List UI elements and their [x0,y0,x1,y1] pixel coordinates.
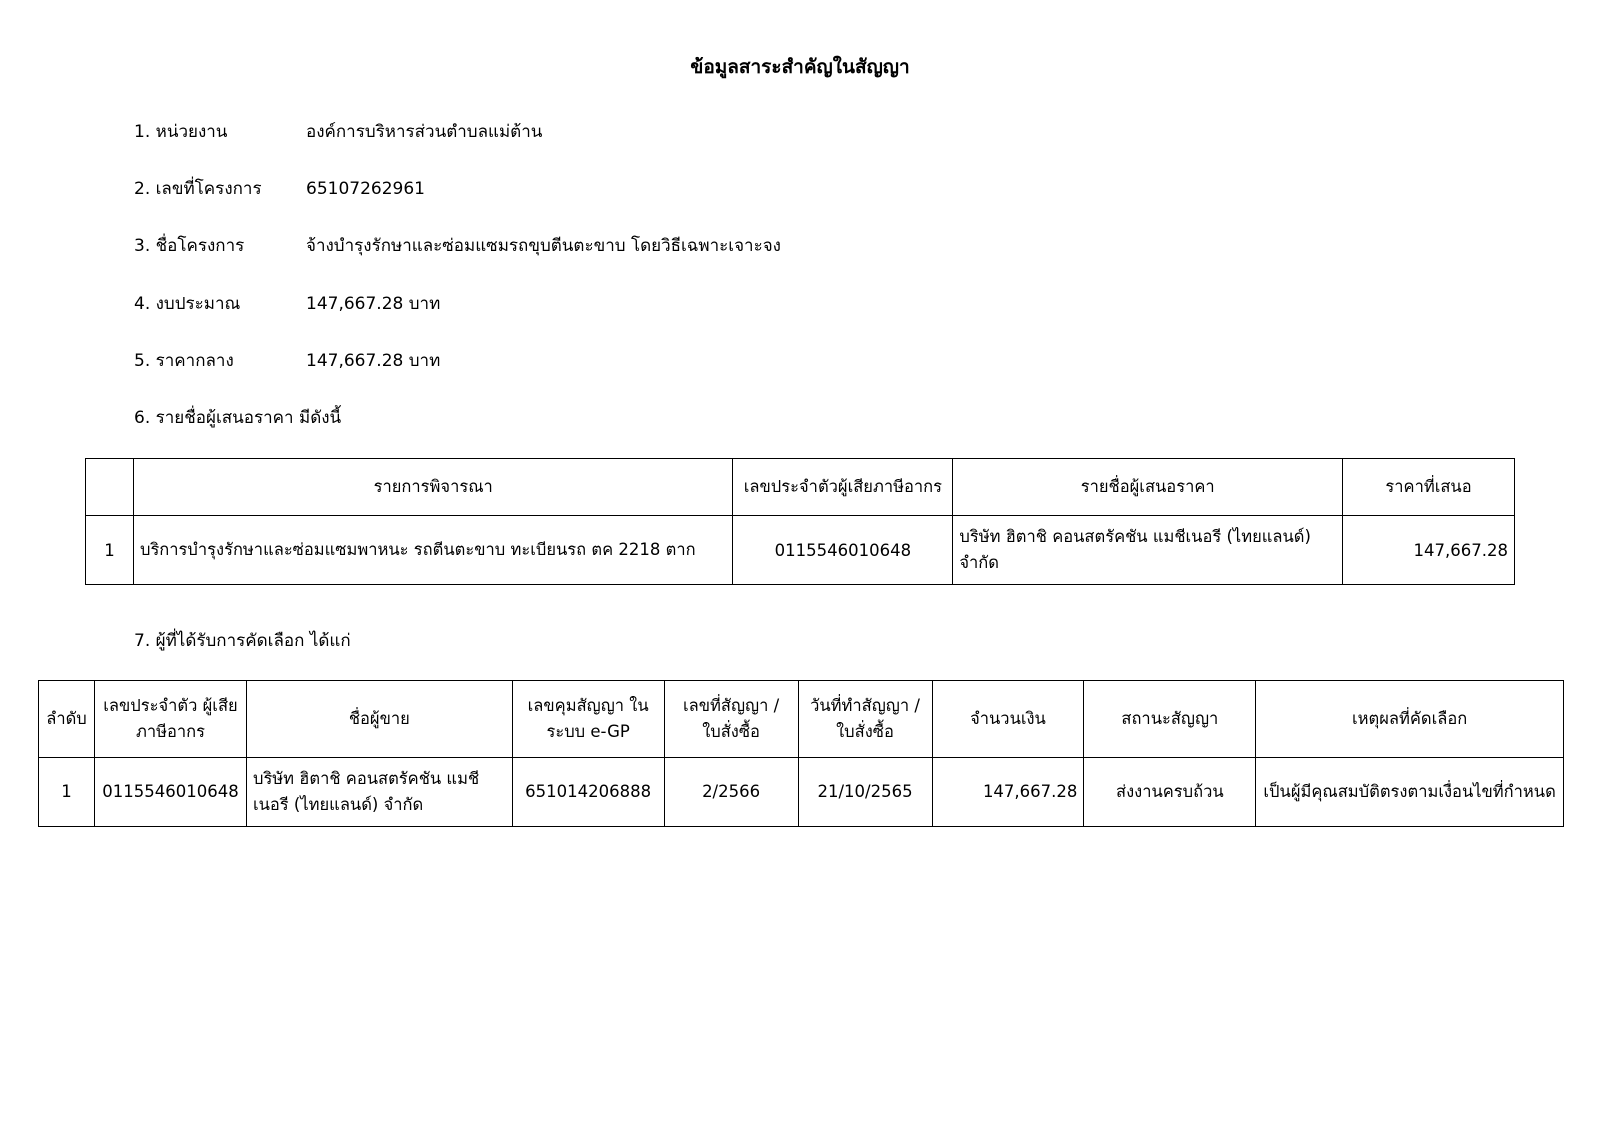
header-cell: ลำดับ [39,681,95,758]
field-label: 3. ชื่อโครงการ [134,236,245,256]
field-label: 2. เลขที่โครงการ [134,179,262,199]
field-label: 1. หน่วยงาน [134,122,228,142]
winners-table [38,680,1564,827]
table-row [86,516,1515,585]
header-cell: ชื่อผู้ขาย [246,681,512,758]
table-header-row [39,681,1564,758]
header-cell: เหตุผลที่คัดเลือก [1256,681,1564,758]
header-cell: เลขประจำตัวผู้เสียภาษีอากร [733,459,953,516]
cell-tax-id: 0115546010648 [733,516,953,585]
cell-bidder-name: บริษัท ฮิตาชิ คอนสตรัคชัน แมชีเนอรี (ไทยแลนด์) จำกัด [953,516,1343,585]
cell-vendor-name: บริษัท ฮิตาชิ คอนสตรัคชัน แมชีเนอรี (ไทยแลนด์) จำกัด [246,758,512,827]
header-cell: เลขคุมสัญญา ในระบบ e-GP [512,681,664,758]
cell-index: 1 [86,516,134,585]
header-cell: ราคาที่เสนอ [1343,459,1515,516]
field-value: 147,667.28 บาท [306,294,441,314]
field-value: องค์การบริหารส่วนตำบลแม่ต้าน [306,122,543,142]
bidders-table [85,458,1515,585]
cell-status: ส่งงานครบถ้วน [1084,758,1256,827]
field-value: 65107262961 [306,179,425,199]
field-label: 4. งบประมาณ [134,294,241,314]
cell-contract-number: 2/2566 [664,758,798,827]
section-6-heading: 6. รายชื่อผู้เสนอราคา มีดังนี้ [134,408,342,428]
cell-contract-date: 21/10/2565 [798,758,932,827]
header-cell: รายการพิจารณา [133,459,732,516]
field-value: 147,667.28 บาท [306,351,441,371]
header-cell [86,459,134,516]
header-cell: จำนวนเงิน [932,681,1084,758]
table-row [39,758,1564,827]
field-value: จ้างบำรุงรักษาและซ่อมแซมรถขุบตีนตะขาบ โดยวิธีเฉพาะเจาะจง [306,236,781,256]
cell-reason: เป็นผู้มีคุณสมบัติตรงตามเงื่อนไขที่กำหนด [1256,758,1564,827]
field-label: 5. ราคากลาง [134,351,234,371]
cell-egp-number: 651014206888 [512,758,664,827]
document-title: ข้อมูลสาระสำคัญในสัญญา [690,56,910,78]
cell-price: 147,667.28 [1343,516,1515,585]
cell-item: บริการบำรุงรักษาและซ่อมแซมพาหนะ รถตีนตะขาบ ทะเบียนรถ ตค 2218 ตาก [133,516,732,585]
cell-index: 1 [39,758,95,827]
header-cell: รายชื่อผู้เสนอราคา [953,459,1343,516]
header-cell: เลขที่สัญญา / ใบสั่งซื้อ [664,681,798,758]
header-cell: วันที่ทำสัญญา / ใบสั่งซื้อ [798,681,932,758]
cell-tax-id: 0115546010648 [94,758,246,827]
cell-amount: 147,667.28 [932,758,1084,827]
header-cell: เลขประจำตัว ผู้เสียภาษีอากร [94,681,246,758]
table-header-row [86,459,1515,516]
header-cell: สถานะสัญญา [1084,681,1256,758]
section-7-heading: 7. ผู้ที่ได้รับการคัดเลือก ได้แก่ [134,631,351,651]
